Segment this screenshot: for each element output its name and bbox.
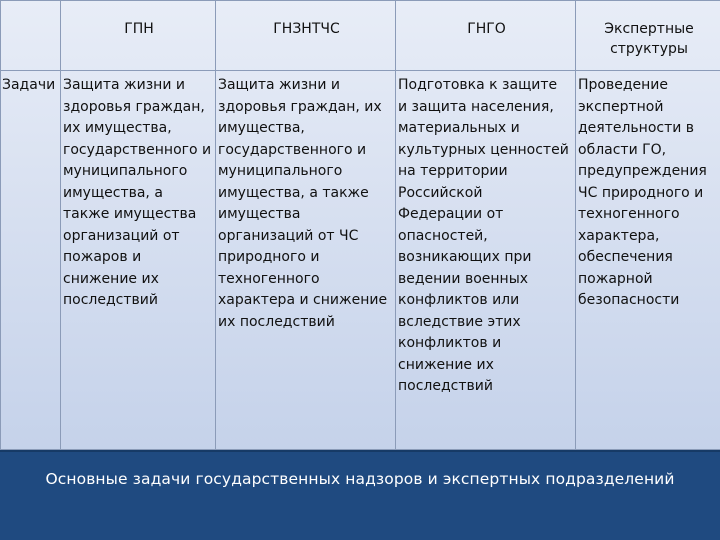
table-row	[1, 71, 720, 450]
header-gnzntchs: ГНЗНТЧС	[216, 1, 396, 71]
header-gpn: ГПН	[61, 1, 216, 71]
divider	[0, 450, 720, 452]
cell-gpn-tasks: Защита жизни и здоровья граждан, их имущества, государственного и муниципального имущества, а также имущества организаций от пожаров и снижение их последствий	[61, 71, 216, 450]
header-empty-cell	[1, 1, 61, 71]
cell-gngo-tasks: Подготовка к защите и защита населения, материальных и культурных ценностей на территории Российской Федерации от опасностей, возникающих при ведении военных конфликтов или вследствие этих конфликтов и снижение их последствий	[396, 71, 576, 450]
cell-expert-tasks: Проведение экспертной деятельности в области ГО, предупреждения ЧС природного и техногенного характера, обеспечения пожарной безопасности	[576, 71, 720, 450]
table-header-row	[1, 1, 720, 71]
header-gngo: ГНГО	[396, 1, 576, 71]
slide-caption: Основные задачи государственных надзоров и экспертных подразделений	[45, 470, 675, 488]
row-label-tasks: Задачи	[1, 71, 61, 450]
header-expert-structures: Экспертные структуры	[576, 1, 720, 71]
cell-gnzntchs-tasks: Защита жизни и здоровья граждан, их имущества, государственного и муниципального имущества, а также имущества организаций от ЧС природного и техногенного характера и снижение их последствий	[216, 71, 396, 450]
